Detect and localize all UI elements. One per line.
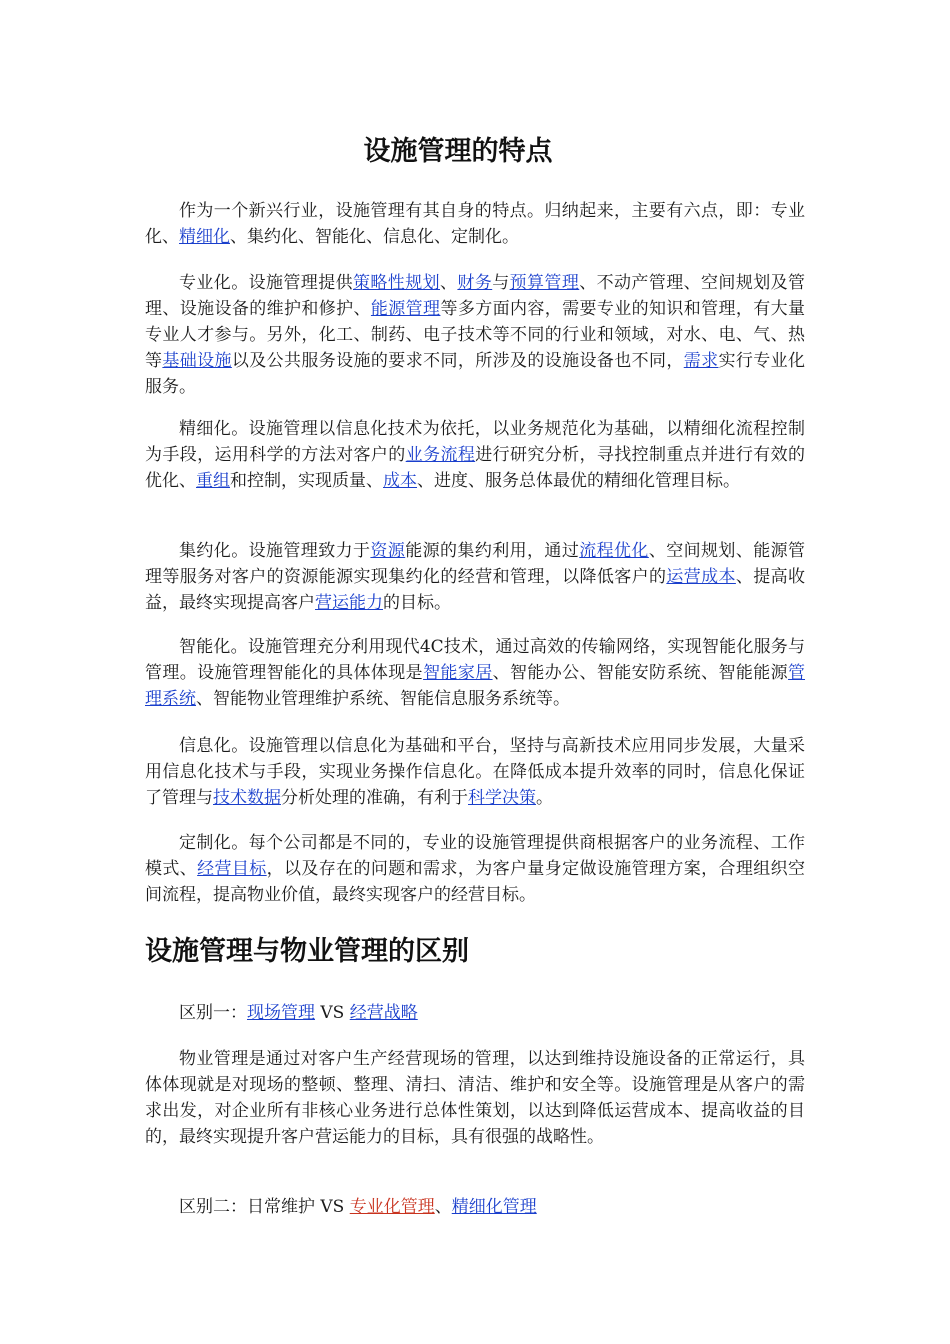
page-title: 设施管理的特点	[363, 136, 553, 167]
link-xianchangguanli[interactable]: 现场管理	[247, 1003, 315, 1023]
link-kexuejuece[interactable]: 科学决策	[468, 788, 536, 808]
link-zhuanyehuaguanli[interactable]: 专业化管理	[349, 1197, 435, 1217]
difference-one: 区别一：现场管理 VS 经营战略	[179, 1003, 418, 1023]
intro-paragraph: 作为一个新兴行业，设施管理有其自身的特点。归纳起来，主要有六点，即：专业化、精细化、集约化、智能化、信息化、定制化。	[145, 201, 805, 247]
link-jingyingmubiao[interactable]: 经营目标	[197, 859, 267, 879]
link-caiwu[interactable]: 财务	[457, 273, 493, 293]
paragraph-wuyeguanli: 物业管理是通过对客户生产经营现场的管理，以达到维持设施设备的正常运行，具体体现就是对现场的整顿、整理、清扫、清洁、维护和安全等。设施管理是从客户的需求出发，对企业所有非核心业务进行总体性策划，以达到降低运营成本、提高收益的目的，最终实现提升客户营运能力的目标，具有很强的战略性。	[145, 1049, 805, 1147]
link-chongzu[interactable]: 重组	[196, 471, 230, 491]
link-jichusheshi[interactable]: 基础设施	[162, 351, 232, 371]
link-jingxihua[interactable]: 精细化	[179, 227, 230, 247]
link-guanlixitong[interactable]: 管理系统	[145, 663, 806, 709]
link-chengben[interactable]: 成本	[383, 471, 417, 491]
link-jingxihuaguanli[interactable]: 精细化管理	[451, 1197, 537, 1217]
link-nengyuanguanli[interactable]: 能源管理	[370, 299, 441, 319]
paragraph-jiyuehua: 集约化。设施管理致力于资源能源的集约利用，通过流程优化、空间规划、能源管理等服务对客户的资源能源实现集约化的经营和管理，以降低客户的运营成本、提高收益，最终实现提高客户营运能力的目标。	[145, 541, 806, 613]
link-liuchengyouhua[interactable]: 流程优化	[579, 541, 649, 561]
section-heading: 设施管理与物业管理的区别	[145, 936, 469, 967]
link-xuqiu[interactable]: 需求	[683, 351, 719, 371]
paragraph-xinxihua: 信息化。设施管理以信息化为基础和平台，坚持与高新技术应用同步发展，大量采用信息化技术与手段，实现业务操作信息化。在降低成本提升效率的同时，信息化保证了管理与技术数据分析处理的准确，有利于科学决策。	[145, 736, 805, 808]
link-ziyuan[interactable]: 资源	[370, 541, 406, 561]
paragraph-zhinenghua: 智能化。设施管理充分利用现代4C技术，通过高效的传输网络，实现智能化服务与管理。设施管理智能化的具体体现是智能家居、智能办公、智能安防系统、智能能源管理系统、智能物业管理维护系统、智能信息服务系统等。	[145, 637, 806, 709]
link-zhinengjiaju[interactable]: 智能家居	[423, 663, 493, 683]
link-yunyingchengben[interactable]: 运营成本	[666, 567, 736, 587]
paragraph-jingxihua: 精细化。设施管理以信息化技术为依托，以业务规范化为基础，以精细化流程控制为手段，运用科学的方法对客户的业务流程进行研究分析，寻找控制重点并进行有效的优化、重组和控制，实现质量、成本、进度、服务总体最优的精细化管理目标。	[145, 419, 806, 491]
link-yusuanguanli[interactable]: 预算管理	[509, 273, 580, 293]
paragraph-dingzhihua: 定制化。每个公司都是不同的，专业的设施管理提供商根据客户的业务流程、工作模式、经营目标，以及存在的问题和需求，为客户量身定做设施管理方案，合理组织空间流程，提高物业价值，最终实现客户的经营目标。	[145, 833, 806, 905]
link-jishushuju[interactable]: 技术数据	[213, 788, 281, 808]
difference-two: 区别二：日常维护 VS 专业化管理、精细化管理	[179, 1197, 537, 1217]
link-jingyingzhanlue[interactable]: 经营战略	[349, 1003, 418, 1023]
link-yewuliucheng[interactable]: 业务流程	[405, 445, 476, 465]
paragraph-zhuanyehua: 专业化。设施管理提供策略性规划、财务与预算管理、不动产管理、空间规划及管理、设施设备的维护和修护、能源管理等多方面内容，需要专业的知识和管理，有大量专业人才参与。另外，化工、制药、电子技术等不同的行业和领域，对水、电、气、热等基础设施以及公共服务设施的要求不同，所涉及的设施设备也不同，需求实行专业化服务。	[145, 273, 806, 397]
link-yingyunnengli[interactable]: 营运能力	[315, 593, 383, 613]
link-celuexingguihua[interactable]: 策略性规划	[353, 273, 440, 293]
